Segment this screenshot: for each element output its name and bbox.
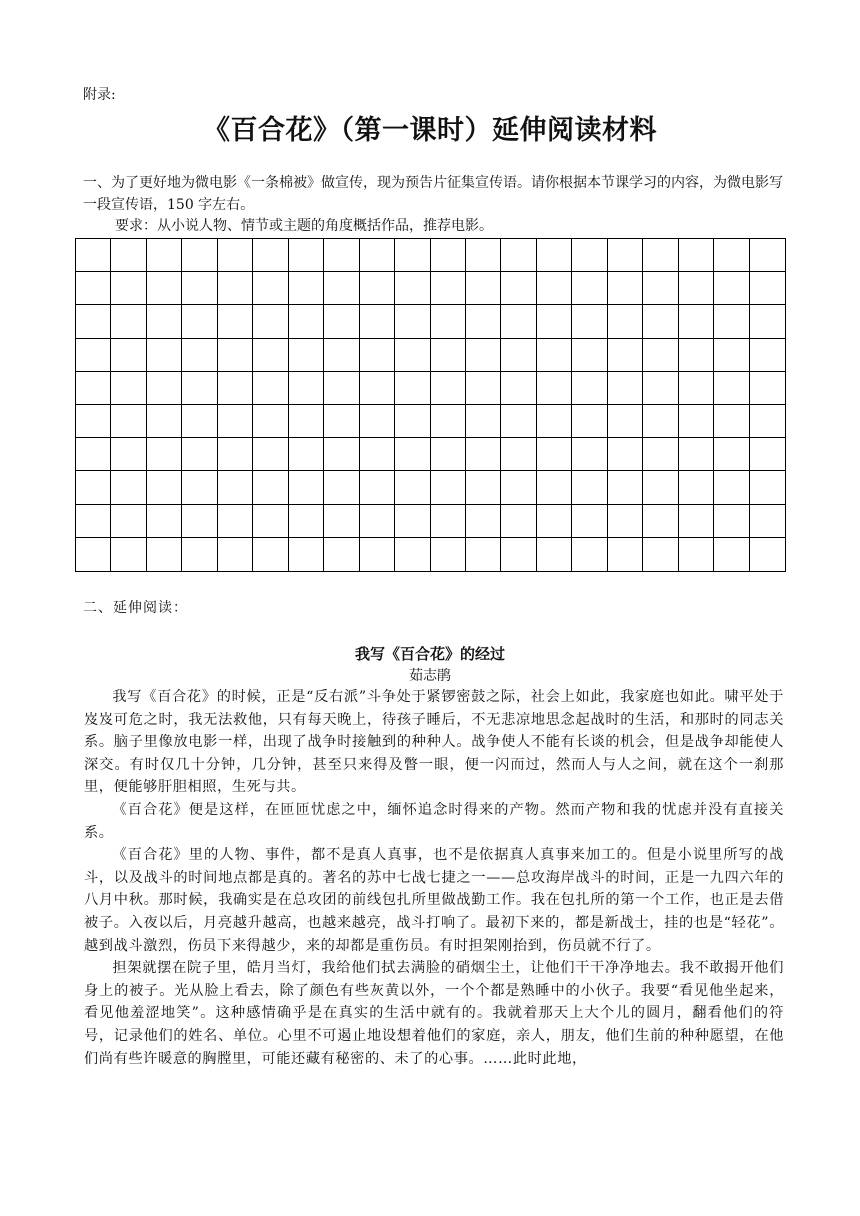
grid-cell[interactable] [360,438,395,471]
grid-cell[interactable] [395,538,430,571]
grid-cell[interactable] [360,305,395,338]
grid-cell[interactable] [501,239,536,272]
grid-cell[interactable] [714,372,749,405]
grid-cell[interactable] [182,538,217,571]
grid-cell[interactable] [218,505,253,538]
appendix-label: 附录: [83,87,116,103]
grid-cell[interactable] [679,372,714,405]
grid-cell[interactable] [111,405,146,438]
grid-cell[interactable] [289,272,324,305]
grid-cell[interactable] [76,239,111,272]
grid-cell[interactable] [431,239,466,272]
grid-cell[interactable] [182,239,217,272]
grid-cell[interactable] [147,272,182,305]
grid-cell[interactable] [360,505,395,538]
grid-cell[interactable] [466,505,501,538]
grid-cell[interactable] [111,538,146,571]
grid-cell[interactable] [643,538,678,571]
grid-cell[interactable] [714,438,749,471]
grid-cell[interactable] [111,272,146,305]
grid-cell[interactable] [537,471,572,504]
grid-cell[interactable] [501,538,536,571]
grid-cell[interactable] [289,505,324,538]
grid-cell[interactable] [111,239,146,272]
grid-cell[interactable] [572,505,607,538]
grid-cell[interactable] [714,272,749,305]
grid-cell[interactable] [643,372,678,405]
grid-cell[interactable] [750,372,785,405]
grid-cell[interactable] [289,372,324,405]
grid-cell[interactable] [76,438,111,471]
grid-cell[interactable] [218,405,253,438]
grid-cell[interactable] [714,471,749,504]
grid-cell[interactable] [643,272,678,305]
grid-cell[interactable] [111,471,146,504]
grid-cell[interactable] [750,505,785,538]
grid-cell[interactable] [218,538,253,571]
grid-cell[interactable] [253,239,288,272]
grid-cell[interactable] [253,272,288,305]
grid-cell[interactable] [643,305,678,338]
grid-cell[interactable] [608,239,643,272]
grid-cell[interactable] [608,405,643,438]
grid-cell[interactable] [572,538,607,571]
grid-cell[interactable] [431,538,466,571]
grid-cell[interactable] [360,471,395,504]
grid-cell[interactable] [572,239,607,272]
grid-cell[interactable] [289,339,324,372]
grid-cell[interactable] [537,405,572,438]
article-paragraph: 担架就摆在院子里，皓月当灯，我给他们拭去满脸的硝烟尘土，让他们干干净净地去。我不敢揭开他们身上的被子。光从脸上看去，除了颜色有些灰黄以外，一个个都是熟睡中的小伙子。我要“看见他坐起来，看见他羞涩地笑”。这种感情确乎是在真实的生活中就有的。我就着那天上大个儿的圆月，翻看他们的符号，记录他们的姓名、单位。心里不可遏止地设想着他们的家庭，亲人，朋友，他们生前的种种愿望，在他们尚有些许暖意的胸膛里，可能还藏有秘密的、未了的心事。……此时此地， [84,960,784,1067]
grid-cell[interactable] [714,505,749,538]
article-paragraph: 我写《百合花》的时候，正是“反右派”斗争处于紧锣密鼓之际，社会上如此，我家庭也如此。啸平处于岌岌可危之时，我无法救他，只有每天晚上，待孩子睡后，不无悲凉地思念起战时的生活，和那时的同志关系。脑子里像放电影一样，出现了战争时接触到的种种人。战争使人不能有长谈的机会，但是战争却能使人深交。有时仅几十分钟，几分钟，甚至只来得及瞥一眼，便一闪而过，然而人与人之间，就在这个一刹那里，便能够肝胆相照，生死与共。 [84,689,784,796]
grid-cell[interactable] [679,272,714,305]
grid-cell[interactable] [466,538,501,571]
grid-cell[interactable] [431,405,466,438]
grid-cell[interactable] [360,339,395,372]
grid-cell[interactable] [182,305,217,338]
grid-cell[interactable] [643,505,678,538]
grid-cell[interactable] [76,538,111,571]
grid-cell[interactable] [750,339,785,372]
grid-cell[interactable] [431,272,466,305]
grid-cell[interactable] [218,471,253,504]
grid-cell[interactable] [501,505,536,538]
grid-cell[interactable] [643,471,678,504]
grid-cell[interactable] [750,538,785,571]
grid-cell[interactable] [572,372,607,405]
grid-cell[interactable] [714,305,749,338]
writing-grid [75,238,786,572]
grid-cell[interactable] [111,372,146,405]
grid-cell[interactable] [395,339,430,372]
grid-cell[interactable] [395,305,430,338]
grid-cell[interactable] [608,538,643,571]
grid-cell[interactable] [537,339,572,372]
grid-cell[interactable] [289,538,324,571]
grid-cell[interactable] [501,405,536,438]
grid-cell[interactable] [289,305,324,338]
grid-cell[interactable] [253,305,288,338]
grid-cell[interactable] [643,339,678,372]
grid-cell[interactable] [395,438,430,471]
grid-cell[interactable] [572,339,607,372]
grid-cell[interactable] [395,505,430,538]
grid-cell[interactable] [431,305,466,338]
grid-cell[interactable] [289,239,324,272]
section1-requirement: 要求：从小说人物、情节或主题的角度概括作品，推荐电影。 [115,218,493,234]
grid-cell[interactable] [643,239,678,272]
grid-cell[interactable] [679,405,714,438]
grid-cell[interactable] [182,272,217,305]
grid-cell[interactable] [750,272,785,305]
grid-cell[interactable] [324,405,359,438]
grid-cell[interactable] [147,405,182,438]
grid-cell[interactable] [147,505,182,538]
grid-cell[interactable] [466,471,501,504]
grid-cell[interactable] [466,405,501,438]
grid-cell[interactable] [324,438,359,471]
grid-cell[interactable] [466,438,501,471]
grid-cell[interactable] [608,305,643,338]
grid-cell[interactable] [324,505,359,538]
grid-cell[interactable] [608,372,643,405]
grid-cell[interactable] [395,405,430,438]
grid-cell[interactable] [147,372,182,405]
article-title: 我写《百合花》的经过 [354,645,505,663]
grid-cell[interactable] [76,272,111,305]
grid-cell[interactable] [111,305,146,338]
grid-cell[interactable] [218,239,253,272]
grid-cell[interactable] [537,272,572,305]
grid-cell[interactable] [537,538,572,571]
section1-question: 一、为了更好地为微电影《一条棉被》做宣传，现为预告片征集宣传语。请你根据本节课学习的内容，为微电影写一段宣传语，150 字左右。 [83,175,783,213]
grid-cell[interactable] [253,438,288,471]
grid-cell[interactable] [182,372,217,405]
grid-cell[interactable] [147,471,182,504]
grid-cell[interactable] [431,339,466,372]
grid-cell[interactable] [324,538,359,571]
grid-cell[interactable] [608,505,643,538]
grid-cell[interactable] [501,372,536,405]
grid-cell[interactable] [218,372,253,405]
grid-cell[interactable] [750,239,785,272]
grid-cell[interactable] [76,339,111,372]
grid-cell[interactable] [537,505,572,538]
grid-cell[interactable] [431,505,466,538]
grid-cell[interactable] [679,538,714,571]
grid-cell[interactable] [360,538,395,571]
grid-cell[interactable] [714,339,749,372]
grid-cell[interactable] [182,471,217,504]
grid-cell[interactable] [431,438,466,471]
grid-cell[interactable] [76,505,111,538]
grid-cell[interactable] [466,272,501,305]
grid-cell[interactable] [76,471,111,504]
grid-cell[interactable] [218,438,253,471]
grid-cell[interactable] [608,471,643,504]
grid-cell[interactable] [360,272,395,305]
grid-cell[interactable] [572,471,607,504]
grid-cell[interactable] [253,405,288,438]
grid-cell[interactable] [395,471,430,504]
grid-cell[interactable] [608,339,643,372]
grid-cell[interactable] [182,405,217,438]
grid-cell[interactable] [218,339,253,372]
article-author: 茹志鹃 [409,668,451,684]
grid-cell[interactable] [147,239,182,272]
grid-cell[interactable] [466,372,501,405]
grid-cell[interactable] [111,339,146,372]
grid-cell[interactable] [537,372,572,405]
grid-cell[interactable] [608,272,643,305]
grid-cell[interactable] [360,405,395,438]
grid-cell[interactable] [218,305,253,338]
grid-cell[interactable] [714,538,749,571]
grid-cell[interactable] [572,272,607,305]
grid-cell[interactable] [111,505,146,538]
grid-cell[interactable] [431,372,466,405]
grid-cell[interactable] [324,305,359,338]
grid-cell[interactable] [431,471,466,504]
article-paragraph: 《百合花》里的人物、事件，都不是真人真事，也不是依据真人真事来加工的。但是小说里所写的战斗，以及战斗的时间地点都是真的。著名的苏中七战七捷之一——总攻海岸战斗的时间，正是一九四六年的八月中秋。那时候，我确实是在总攻团的前线包扎所里做战勤工作。我在包扎所的第一个工作，也正是去借被子。入夜以后，月亮越升越高，也越来越亮，战斗打响了。最初下来的，都是新战士，挂的也是“轻花”。越到战斗激烈，伤员下来得越少，来的却都是重伤员。有时担架刚抬到，伤员就不行了。 [84,847,784,954]
grid-cell[interactable] [76,305,111,338]
grid-cell[interactable] [289,405,324,438]
grid-cell[interactable] [501,471,536,504]
grid-cell[interactable] [714,239,749,272]
grid-cell[interactable] [218,272,253,305]
grid-cell[interactable] [395,372,430,405]
grid-cell[interactable] [679,505,714,538]
grid-cell[interactable] [679,339,714,372]
grid-cell[interactable] [253,339,288,372]
grid-cell[interactable] [750,438,785,471]
grid-cell[interactable] [253,538,288,571]
grid-cell[interactable] [750,405,785,438]
grid-cell[interactable] [501,272,536,305]
grid-cell[interactable] [111,438,146,471]
grid-cell[interactable] [537,239,572,272]
article-paragraph: 《百合花》便是这样，在匝匝忧虑之中，缅怀追念时得来的产物。然而产物和我的忧虑并没有直接关系。 [84,801,784,841]
grid-cell[interactable] [643,438,678,471]
grid-cell[interactable] [76,405,111,438]
grid-cell[interactable] [324,272,359,305]
grid-cell[interactable] [466,239,501,272]
grid-cell[interactable] [289,438,324,471]
grid-cell[interactable] [253,471,288,504]
grid-cell[interactable] [750,305,785,338]
grid-cell[interactable] [395,239,430,272]
grid-cell[interactable] [714,405,749,438]
grid-cell[interactable] [76,372,111,405]
grid-cell[interactable] [679,438,714,471]
grid-cell[interactable] [324,471,359,504]
grid-cell[interactable] [608,438,643,471]
grid-cell[interactable] [679,305,714,338]
grid-cell[interactable] [360,239,395,272]
grid-cell[interactable] [324,239,359,272]
grid-cell[interactable] [501,305,536,338]
page-title: 《百合花》（第一课时）延伸阅读材料 [203,115,657,146]
section2-heading: 二、延伸阅读： [83,600,188,616]
grid-cell[interactable] [147,339,182,372]
grid-cell[interactable] [537,305,572,338]
grid-cell[interactable] [501,339,536,372]
grid-cell[interactable] [147,438,182,471]
grid-cell[interactable] [253,372,288,405]
grid-cell[interactable] [572,438,607,471]
grid-cell[interactable] [395,272,430,305]
article-body [84,686,784,1070]
grid-cell[interactable] [360,372,395,405]
grid-cell[interactable] [643,405,678,438]
grid-cell[interactable] [147,305,182,338]
grid-cell[interactable] [679,471,714,504]
grid-cell[interactable] [679,239,714,272]
grid-cell[interactable] [324,372,359,405]
grid-cell[interactable] [253,505,288,538]
grid-cell[interactable] [750,471,785,504]
grid-cell[interactable] [147,538,182,571]
grid-cell[interactable] [537,438,572,471]
grid-cell[interactable] [501,438,536,471]
grid-cell[interactable] [182,438,217,471]
grid-cell[interactable] [289,471,324,504]
grid-cell[interactable] [466,339,501,372]
grid-cell[interactable] [572,305,607,338]
grid-cell[interactable] [182,505,217,538]
grid-cell[interactable] [324,339,359,372]
grid-cell[interactable] [182,339,217,372]
grid-cell[interactable] [466,305,501,338]
grid-cell[interactable] [572,405,607,438]
